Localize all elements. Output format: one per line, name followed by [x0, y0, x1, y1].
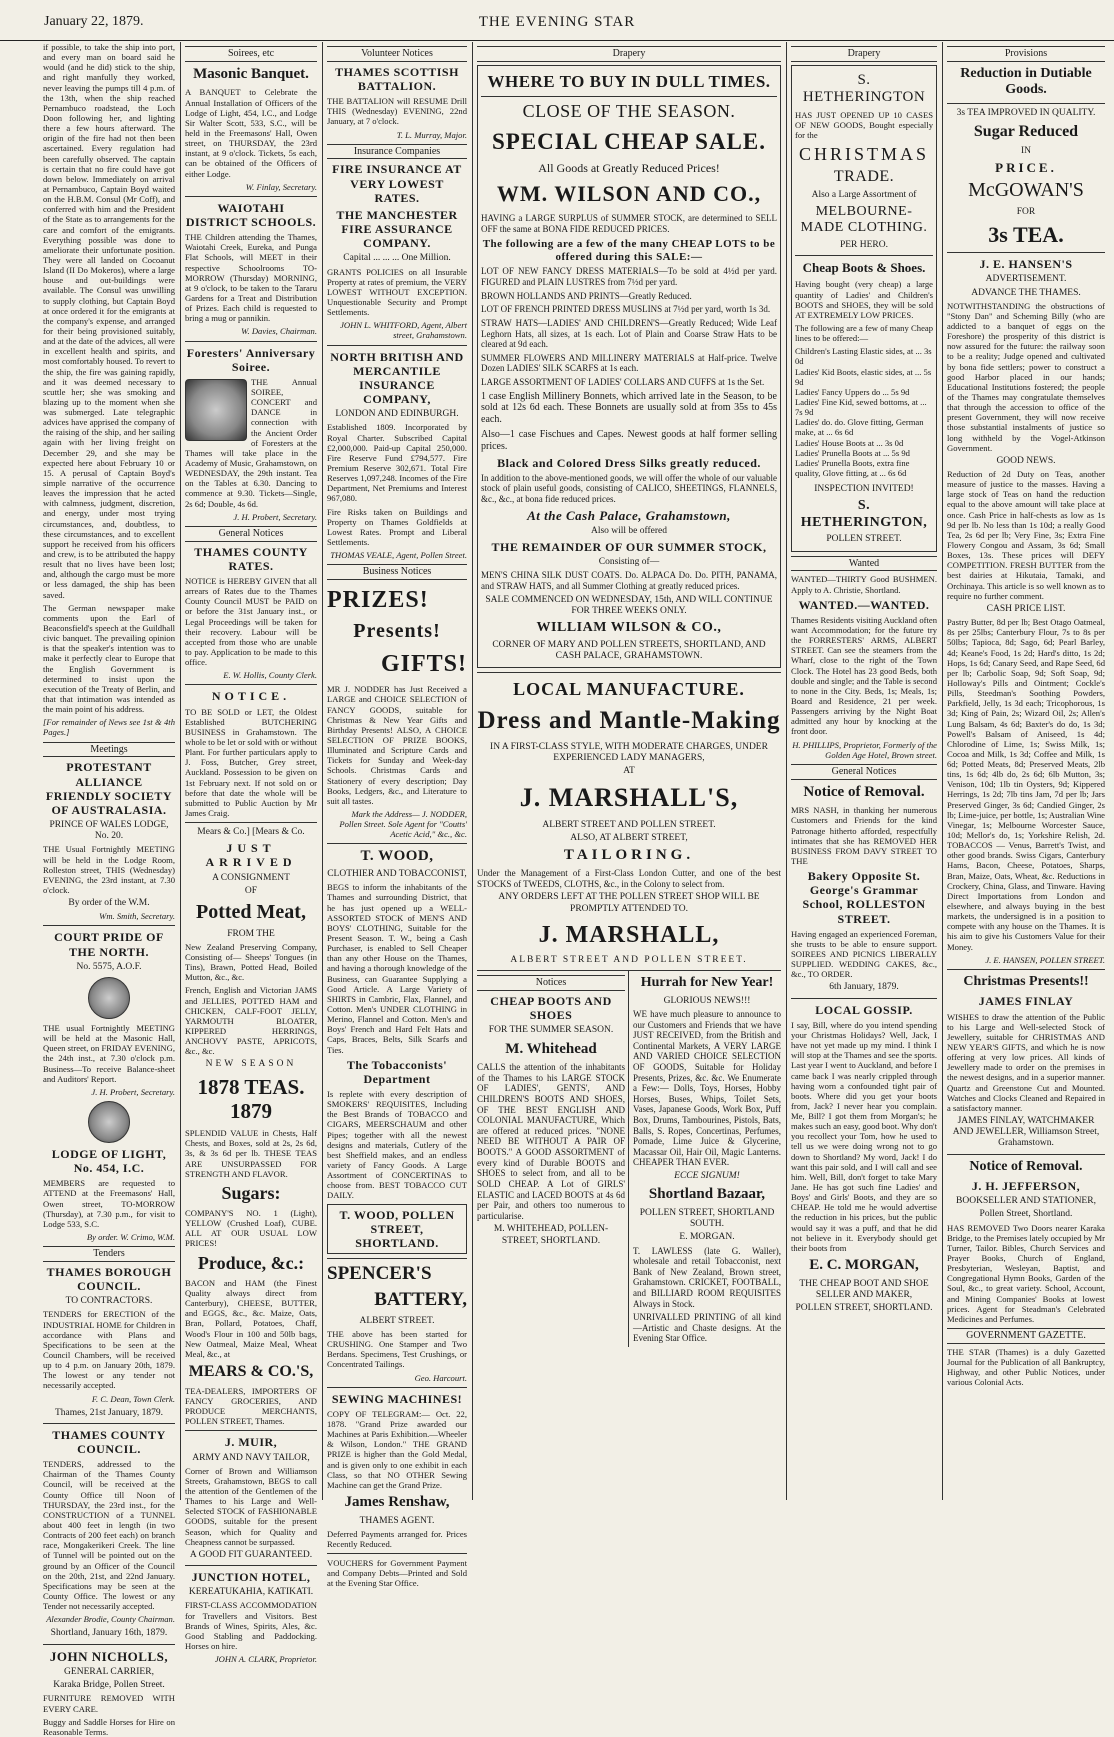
special-title: SPECIAL CHEAP SALE. — [492, 129, 766, 155]
tea3: 3s TEA IMPROVED IN QUALITY. — [956, 107, 1096, 118]
tw-sub: CLOTHIER AND TOBACCONIST, — [327, 869, 467, 880]
jn-addr: Karaka Bridge, Pollen Street. — [53, 1680, 165, 1691]
column-rule — [472, 42, 473, 1500]
w2-body: Thames Residents visiting Auckland often want Accommodation; for the future try the FORRESTERS' ARMS, ALBERT STREET. Can see the steamers from the Wharf, close to the right of the Town Clock. The Hotel has 23 good Beds, both double and single; and the Table is second to none in the City. Beds, 1s; Meals, 1s; Board and Residence, 21 per week. Passengers arriving by the Night Boat admitted any hour by knocking at the front door. — [791, 614, 937, 737]
cb-body: Having bought (very cheap) a large quantity of Ladies' and Children's BOOTS and SHOES, they will be sold AT EXTREMELY LOW PRICES. — [795, 279, 933, 320]
ecce: ECCE SIGNUM! — [674, 1171, 740, 1182]
jj-addr: Pollen Street, Shortland. — [979, 1209, 1073, 1220]
sh-title: S. HETHERINGTON — [802, 71, 926, 106]
lawless: T. LAWLESS (late G. Waller), wholesale and retail Tobacconist, next Bank of New Zealand, Brown street, Grahamstown. CRICKET, FOOTBALL, and BILLIARD ROOM REQUISITES Always in Stock. — [633, 1245, 781, 1309]
list-item: Ladies' House Boots at ... 3s 0d — [795, 437, 904, 448]
divider — [947, 969, 1105, 970]
jh-title: JUNCTION HOTEL, — [191, 1570, 311, 1585]
nr-date: 6th January, 1879. — [829, 982, 899, 993]
xmas: CHRISTMAS — [798, 143, 930, 164]
column-rule — [942, 42, 943, 1500]
jh-sub: KEREATUKAHIA, KATIKATI. — [188, 1587, 314, 1598]
jj-body: HAS REMOVED Two Doors nearer Karaka Bridge, to the Premises lately occupied by Mr Turner, Tailor. Bibles, Church Services and Prayer Books, Church of England, Presbyterian, Wesleyan, Baptist, and Congregational Hymn Books, Garden of the Soul, &c., to great variety. School, Account, and Mining Companies' Books at lowest prices. Agent for Steadman's Celebrated Medicines and Perfumes. — [947, 1222, 1105, 1324]
jj-title: J. H. JEFFERSON, — [971, 1179, 1081, 1194]
good-news: GOOD NEWS. — [996, 455, 1056, 466]
tcr-title: THAMES COUNTY RATES. — [194, 544, 308, 573]
sun-emblem-icon — [88, 1101, 130, 1143]
list-item: Ladies' Fine Kid, sewed bottoms, at ... 7s 9d — [795, 397, 927, 418]
also-albert: ALSO, AT ALBERT STREET, — [570, 833, 688, 844]
sh-body: HAS JUST OPENED UP 10 CASES OF NEW GOODS, Bought especially for the — [795, 110, 933, 141]
mfi-title: THE MANCHESTER FIRE ASSURANCE COMPANY. — [336, 207, 458, 251]
pa-lodge: PRINCE OF WALES LODGE, No. 20. — [49, 819, 169, 842]
mfi-capital: Capital ... ... ... One Million. — [343, 253, 451, 264]
nb-title: NORTH BRITISH AND MERCANTILE INSURANCE COMPANY, — [330, 349, 464, 407]
addition: In addition to the above-mentioned goods, we will offer the whole of our valuable stock of plain useful goods, consisting of CALICO, SHEETINGS, FLANNELS, &c., &c., at bona fide reduced prices. — [481, 472, 777, 504]
ja-sub: A CONSIGNMENT — [212, 872, 290, 883]
column-rule — [322, 42, 323, 1500]
ns-title: NEW SEASON — [205, 1059, 297, 1070]
cpl-body: Pastry Butter, 8d per lb; Best Otago Oatmeal, 8s per 25lbs; Canterbury Flour, 7s to 8s per 50lbs; Tapioca, 8d; Sago, 6d; Pearl Barley, 4d; Keane's Food, 1s 2d; Hard's ditto, 1s 2d; Hops, 1s 6d; Canary Seed, and Rape Seed, 6d per lb; Carbolic Soap, 9d; Soft Soap, 9d; Holloway's Pills and Ointment; Cockle's Pills, Steedman's Soothing Powders, Parkfield, Jelly, 1s 3d each; Tricophorous, 1s 3d; King of Pain, 2s; Wizard Oil, 2s; Allen's Lung Balsam, 4s 6d; Baxter's do do, 1s 3d; Powell's Balsam of Aniseed, 1s 4d; Chlorodine of Lime, 1s; Swiss Milk, 1s; Cocoa and Milk, 1s 3d; Coffee and Milk, 1s 6d; Potted Meats, 8d; Preserved Meats, 2lb tins, 1s 6d; 4lb do, 2s 6d; 6lb Mutton, 3s; Venison, 10d; 1lb tin Oysters, 9d; Kippered Herrings, 1s 2d; 7lb tins Jam, 7d per lb; Jars Preserved Ginger, 3s 6d; Candied Ginger, 2s lb; Lime-juice, per bottle, 1s; Australian Wine Vinegar, 1s; Melbourne Worcester Sauce, 10d; Mellor's do, 1s; Yorkshire Relish, 2d. TOBACCOS — Venus, Barrett's Twist, and other good brands. Swiss Cigars, Canterbury Hams, Bacon, Cheese, Potatoes, Sharps, Bran, Maize, Oats, Wheat, &c. Reductions in Crockery, China, Glass, and Tinware. Having Direct Importations from London and elsewhere, and always buying in the best markets, the undersigned is in a position to compete with any house on the Thames. It is his aim to give his Customers Value for their Money. — [947, 617, 1105, 952]
jr-body: Deferred Payments arranged for. Prices Recently Reduced. — [327, 1528, 467, 1550]
jf-sign: JAMES FINLAY, WATCHMAKER AND JEWELLER, Williamson Street, Grahamstown. — [952, 1115, 1100, 1149]
sbz-sign: E. MORGAN. — [679, 1232, 735, 1243]
tw-foot: T. WOOD, POLLEN STREET, SHORTLAND. — [327, 1204, 467, 1254]
whitehead-advertisement — [477, 971, 629, 1347]
pa-title: PROTESTANT ALLIANCE FRIENDLY SOCIETY OF AUSTRALASIA. — [45, 760, 173, 817]
pa-body: THE Usual Fortnightly MEETING will be held in the Lodge Room, Rolleston street, THIS (Wednesday) EVENING, the 23rd instant, at 7.30 o'clock. — [43, 844, 175, 895]
sb-title: SPENCER'S — [327, 1262, 432, 1284]
foresters-crest-icon — [185, 379, 247, 441]
mears-title: MEARS & CO.'S, — [188, 1362, 314, 1380]
jn-sub: GENERAL CARRIER, — [64, 1666, 154, 1677]
jr-title: James Renshaw, — [344, 1493, 450, 1510]
prod-body: BACON and HAM (the Finest Quality always direct from Canterbury), CHEESE, BUTTER, and EGGS, &c., &c. Maize, Oats, Bran, Pollard, Potatoes, Chaff, Wood's Flour in 100 and 50lb bags, New Oatmeal, Maize Meal, Wheat Meal, &c., at — [185, 1277, 317, 1359]
inspect: INSPECTION INVITED! — [814, 484, 914, 495]
nb-body: Established 1809. Incorporated by Royal Charter. Subscribed Capital £2,000,000. Paid-up Capital 250,000. Fire Reserve Fund £794,577. Fire Premium Reserve 302,671. Total Fire Reserves 1,097,248. Incomes of the Fire Department, Net Premiums and Interest 967,080. — [327, 422, 467, 504]
mb-sign: W. Finlay, Secretary. — [245, 181, 317, 192]
printing: UNRIVALLED PRINTING of all kind —Artistic and Chaste designs. At the Evening Star Office. — [633, 1312, 781, 1344]
mfi-body: GRANTS POLICIES on all Insurable Property at rates of premium, the VERY LOWEST WITHOUT EXCEPTION. Unquestionable Security and Prompt Settlements. — [327, 266, 467, 318]
nb-body-2: Fire Risks taken on Buildings and Property on Thames Goldfields at Lowest Rates. Prompt and Liberal Settlements. — [327, 506, 467, 547]
divider — [43, 1644, 175, 1645]
sug-body: COMPANY'S NO. 1 (Light), YELLOW (Crushed Loaf), CUBE. ALL AT OUR USUAL LOW PRICES! — [185, 1208, 317, 1249]
court-sign: J. H. Probert, Secretary. — [91, 1086, 175, 1097]
mm-title: MELBOURNE-MADE CLOTHING. — [800, 203, 928, 236]
divider — [185, 196, 317, 197]
fa-title: Foresters' Anniversary Soiree. — [186, 345, 316, 374]
divider — [327, 843, 467, 844]
tbc-body: TENDERS for ERECTION of the INDUSTRIAL HOME for Children in accordance with Plans and Specifications to be seen at the Council Chambers, will be received up to 4 p.m. on January 20th, 1879. The lowest or any tender not necessarily accepted. — [43, 1309, 175, 1391]
mw-title: M. Whitehead — [505, 1040, 597, 1057]
nr-title: Notice of Removal. — [803, 783, 925, 800]
price: PRICE. — [995, 160, 1057, 176]
pr-sub: Presents! — [353, 620, 441, 643]
dm-body: IN A FIRST-CLASS STYLE, WITH MODERATE CHARGES, UNDER EXPERIENCED LADY MANAGERS, — [490, 741, 768, 763]
jf-body: WISHES to draw the attention of the Public to his Large and Well-selected Stock of Jewellery, suitable for CHRISTMAS AND NEW YEAR'S GIFTS, and which he is now offering at very low prices. All kinds of Jewellery made to order on the premises in the newest designs, and in a superior manner. Quartz and Greenstone Cut and Mounted. Watches and Clocks Cleaned and Repaired in a satisfactory manner. — [947, 1011, 1105, 1113]
news-story-2: The German newspaper make comments upon the Earl of Beaconsfield's speech at the Guildhall civic banquet. The prevailing opinion is that the speaker's intention was to make it perfectly clear to Europe that the English Government is determined to insist upon the execution of the Treaty of Berlin, and that that intimation was intended as the main point of his address. — [43, 602, 175, 715]
mw-sign: M. WHITEHEAD, POLLEN-STREET, SHORTLAND. — [493, 1224, 609, 1246]
notice-title: NOTICE. — [211, 689, 291, 704]
jeh-title: J. E. HANSEN'S — [979, 257, 1073, 272]
pa-order: By order of the W.M. — [68, 898, 150, 909]
mcg-title: McGOWAN'S — [968, 179, 1084, 202]
ww-title: WM. WILSON AND CO., — [496, 181, 762, 207]
tbc-sign: F. C. Dean, Town Clerk. — [91, 1393, 175, 1404]
teas-body: SPLENDID VALUE in Chests, Half Chests, and Boxes, sold at 2s, 2s 6d, 3s, & 3s 6d per lb. THESE TEAS ARE UNSURPASSED FOR STRENGTH AND FLAVOR. — [185, 1128, 317, 1179]
tsb-title: THAMES SCOTTISH BATTALION. — [335, 64, 459, 93]
jeh-sign: J. E. HANSEN, POLLEN STREET. — [985, 954, 1105, 965]
column-3 — [324, 42, 470, 1589]
column-2 — [182, 42, 320, 1665]
sb-sub: BATTERY, — [374, 1289, 467, 1311]
lot-0: LOT OF NEW FANCY DRESS MATERIALS—To be sold at 4½d per yard. FIGURED and PLAIN LUSTRES from 7½d per yard. — [481, 266, 777, 288]
nr-body: MRS NASH, in thanking her numerous Customers and Friends for the kind Patronage hitherto afforded, respectfully intimates that she has REMOVED HER BUSINESS FROM DAVY STREET TO THE — [791, 805, 937, 866]
tsb-body: THE BATTALION will RESUME Drill THIS (Wednesday) EVENING, 22nd January, at 7 o'clock. — [327, 96, 467, 127]
pr-sub-2: GIFTS! — [380, 650, 467, 677]
jf-title: JAMES FINLAY — [978, 994, 1074, 1009]
orders: ANY ORDERS LEFT AT THE POLLEN STREET SHOP WILL BE PROMPTLY ATTENDED TO. — [498, 892, 760, 914]
tcc-title: THAMES COUNTY COUNCIL. — [52, 1427, 166, 1457]
tail-body: Under the Management of a First-Class London Cutter, and one of the best STOCKS of TWEEDS, CLOTHS, &c., in the Colony to select from. — [477, 868, 781, 889]
also: Also a Large Assortment of — [811, 189, 917, 200]
sbz-addr: POLLEN STREET, SHORTLAND SOUTH. — [639, 1207, 775, 1230]
hny-body: WE have much pleasure to announce to our Customers and Friends that we have JUST RECEIVED, from the British and Continental Markets, A VERY LARGE AND VARIED CHOICE SELECTION OF GOODS, Suitable for Holiday Presents, Prizes, &c. &c. We Enumerate a Few:— Dolls, Toys, Horses, Hobby Horses, Buses, Whips, Toilet Sets, Vases, Japanese Goods, Work Box, Puff Box, Drums, Tambourines, Pistols, Bats, Balls, S. Ropes, Concertinas, Perfumes, Pomade, Lime Juice & Glycerine, Macassar Oil, Hair Oil, Magic Lanterns. CHEAPER THAN EVER. — [633, 1008, 781, 1168]
tw-title: T. WOOD, — [360, 848, 434, 865]
remainder-note: [For remainder of News see 1st & 4th Pages.] — [43, 717, 175, 738]
list-item: Children's Lasting Elastic sides, at ... 3s 0d — [795, 346, 932, 367]
section-heading-insurance: Insurance Companies — [327, 144, 467, 160]
mb-body: A BANQUET to Celebrate the Annual Installation of Officers of the Lodge of Light, 454, I.C., and Lodge Sir Walter Scott, 533, S.C., will be held in the Freemasons' Hall, Owen street, on THURSDAY, the 23rd instant, at 9 o'clock. Tickets, 5s each, can be obtained of the Officers of either Lodge. — [185, 87, 317, 179]
divider — [947, 1154, 1105, 1155]
page-header — [0, 0, 1114, 41]
wwc-title: WILLIAM WILSON & CO., — [536, 620, 722, 636]
cpl-title: CASH PRICE LIST. — [986, 603, 1066, 614]
divider — [327, 1387, 467, 1388]
ds-sign: W. Davies, Chairman. — [241, 326, 317, 337]
close-title: CLOSE OF THE SEASON. — [522, 100, 736, 121]
divider — [327, 1553, 467, 1554]
sbz-title: Shortland Bazaar, — [648, 1186, 766, 1203]
per: PER HERO. — [839, 239, 889, 250]
wb-title: WHERE TO BUY IN DULL TIMES. — [487, 71, 771, 91]
section-heading-volunteer: Volunteer Notices — [327, 46, 467, 62]
lots-title: The following are a few of the many CHEAP LOTS to be offered during this SALE:— — [482, 237, 776, 263]
section-heading-general-notices: General Notices — [185, 526, 317, 542]
sale-title: SALE COMMENCED ON WEDNESDAY, 15th, AND WILL CONTINUE FOR THREE WEEKS ONLY. — [485, 594, 773, 616]
notice-body: TO BE SOLD or LET, the Oldest Established BUTCHERING BUSINESS in Grahamstown. The whole to be let or sold with or without Plant. For further particulars apply to J. Foss, Butcher, Grey street, Auckland. Possession to be given on 1st February next. If not sold on or before that date the whole will be submitted to Public Auction by Mr James Craig. — [185, 706, 317, 818]
silks-title: Black and Colored Dress Silks greatly reduced. — [497, 455, 761, 470]
cp-title: At the Cash Palace, Grahamstown, — [527, 507, 731, 523]
pr-title: PRIZES! — [327, 587, 429, 614]
pr-sign: Mark the Address— J. NODDER, Pollen Street. Sole Agent for "Coutts' Acetic Acid," &c., &c. — [339, 808, 467, 840]
jn-body: FURNITURE REMOVED WITH EVERY CARE. — [43, 1693, 175, 1714]
tsb-sign: T. L. Murray, Major. — [396, 129, 467, 140]
in: IN — [1020, 145, 1032, 156]
fa-body: THE Annual SOIREE, CONCERT and DANCE in connection with the Ancient Order of Foresters at the Thames will take place in the Academy of Music, Grahamstown, on WEDNESDAY, the 29th instant. Tea on the Tables at 6.30. Dancing to commence at 9.30. Tickets—Single, 2s 6d; Double, 4s 6d. — [185, 376, 317, 509]
column-6 — [944, 42, 1108, 1500]
column-1 — [40, 42, 178, 1737]
lodge-title: LODGE OF LIGHT, No. 454, I.C. — [51, 1146, 167, 1176]
lot-2: LOT OF FRENCH PRINTED DRESS MUSLINS at 7½d per yard, worth 1s 3d. — [481, 304, 771, 315]
news-story: if possible, to take the ship into port, and every man on board said he would (and he did) stick to the ship, and right manfully they worked, never leaving the pumps till 4 p.m. of the 13th, when the ship reached Pernambuco roadstead, the Loch Doon following her, and lighting there a few hours afterward. The origin of the fire had not then been ascertained. Every regulation had been carefully observed. The captain is certain that no fire could have got down below. Immediately on arrival at Pernambuco, Captain Boyd waited on the H.B.M. Consul (Mr Coff), and conferred with him and the President of the State as to arrangements for the care and comfort of the emigrants. Everything possible was done to ameliorate their unfortunate position. They were all landed on Cocoanut Island (II Do Mokeros), where a large house and out-buildings were available. The Consul was unwilling to supply clothing, but Captain Boyd at once ordered it for the emigrants at the company's expense, and arranged for their being provisioned suitably, and at the date of the advices, all were in excellent health and spirits, and most comfortably housed. To revert to the ship, the fire was gaining rapidly, and it was deemed necessary to scuttle her; she was smoking and blazing up to the moment when she was submerged. Late telegraphic advices have apprised the company of the raising of the ship, and her sailing again with her living freight on December 29, and she may be expected here about February 10 or 15. A perusal of Captain Boyd's simple narrative of the occurrence leaves the impression that he acted with calmness, judgment, discretion, and energy, under most trying circumstances, and, doubtless, to these circumstances, and to excellent support he received from his officers and crew, is to be attributed the happy result that no lives have been lost; and, although the cargo must be more or less damaged, the ship has been saved. — [43, 42, 175, 600]
tailoring: TAILORING. — [563, 847, 695, 864]
newspaper-title: THE EVENING STAR — [478, 14, 636, 30]
fa-sign: J. H. Probert, Secretary. — [233, 511, 317, 522]
nb-sign: THOMAS VEALE, Agent, Pollen Street. — [330, 550, 467, 561]
jeh-sub: ADVERTISEMENT. — [985, 274, 1067, 285]
lot-5: LARGE ASSORTMENT OF LADIES' COLLARS AND CUFFS at 1s the Set. — [481, 376, 765, 387]
bonnets: 1 case English Millinery Bonnets, which arrived late in the Season, to be sold at 12s 6d each. These Bonnets are usually sold at from 35s to 45s each. — [481, 390, 777, 426]
divider — [327, 345, 467, 346]
jn-foot: Buggy and Saddle Horses for Hire on Reasonable Terms. — [43, 1716, 175, 1737]
tbc-sub: TO CONTRACTORS. — [65, 1296, 153, 1307]
section-heading-business: Business Notices — [327, 564, 467, 580]
cp-title: Christmas Presents!! — [963, 973, 1089, 989]
jm2-addr: ALBERT STREET AND POLLEN STREET. — [510, 955, 748, 966]
wilson-advertisement — [477, 65, 781, 668]
cp-title-2: THE REMAINDER OF OUR SUMMER STOCK, — [491, 540, 767, 555]
lm-title: LOCAL MANUFACTURE. — [513, 678, 745, 699]
mb-title: Masonic Banquet. — [193, 65, 309, 82]
ecm-title: E. C. MORGAN, — [809, 1257, 919, 1274]
cp-items: MEN'S CHINA SILK DUST COATS. Do. ALPACA Do. Do. PITH, PANAMA, and STRAW HATS, and all Summer Clothing at greatly reduced prices. — [481, 570, 777, 592]
wwc-addr: CORNER OF MARY AND POLLEN STREETS, SHORTLAND, AND CASH PALACE, GRAHAMSTOWN. — [492, 639, 766, 661]
cbs-title: CHEAP BOOTS AND SHOES — [490, 994, 612, 1023]
section-heading-drapery-2: Drapery — [791, 46, 937, 62]
jh-sign: JOHN A. CLARK, Proprietor. — [214, 1654, 317, 1665]
list-intro: The following are a few of many Cheap lines to be offered:— — [795, 323, 933, 344]
divider — [947, 252, 1105, 253]
rd-title: Reduction in Dutiable Goods. — [960, 65, 1092, 98]
divider — [185, 822, 317, 823]
jm-addr: ALBERT STREET AND POLLEN STREET. — [542, 819, 716, 830]
mears-body: TEA-DEALERS, IMPORTERS OF FANCY GROCERIES, AND PRODUCE MERCHANTS, POLLEN STREET, Thames. — [185, 1385, 317, 1427]
sh2-addr: POLLEN STREET. — [826, 534, 902, 545]
ds-body: THE Children attending the Thames, Waiotahi Creek, Eureka, and Punga Flat Schools, will MEET in their respective Schoolrooms TO-MORROW (Thursday) MORNING, at 9 o'clock, to be taken to the Tararu Gardens for a Treat and Distribution of Prizes. Each child is requested to bring a mug or pannikin. — [185, 232, 317, 324]
reduced: All Goods at Greatly Reduced Prices! — [538, 161, 720, 176]
jeh-adv: ADVANCE THE THAMES. — [971, 287, 1081, 298]
nr-body-2: Having engaged an experienced Foreman, she trusts to be able to ensure support. SOIREES AND PICNICS LIBERALLY SUPPLIED. WEDDING CAKES, &c., &c., TO ORDER. — [791, 928, 937, 980]
column-rule — [180, 42, 181, 1500]
divider — [43, 925, 175, 926]
dm-title: Dress and Mantle-Making — [477, 707, 781, 735]
jeh-body-2: Reduction of 2d Duty on Teas, another measure of justice to the masses. Having a large stock of Teas on hand the reduction equal to the above amount will take place at once. Cash Price in half-chests as low as 1s 9d per lb. No less than 1s 10d; a really Good Tea, 2s 6d per lb; Very Fine, 3s; Extra Fine Flowery Congou and Assam, 3s 6d; Small Boxes, 13s. These prices will DEFY COMPETITION. FRESH BUTTER from the best dairies at Hikutaia, Tamaki, and Orchinaya. This article is so well known as to require no further comment. — [947, 469, 1105, 601]
pm-also: French, English and Victorian JAMS and JELLIES, POTTED HAM and CHICKEN, CALF-FOOT JELLY, YARMOUTH BLOATER, KIPPERED HERRINGS, ANCHOVY PASTE, APRICOTS, &c., &c. — [185, 985, 317, 1057]
bakery: Bakery Opposite St. George's Grammar School, ROLLESTON STREET. — [802, 869, 926, 926]
sm-body: COPY OF TELEGRAM:— Oct. 22, 1878. "Grand Prize awarded our Machines at Paris Exhibition.—Wheeler & Wilson, London." THE GRAND PRIZE is higher than the Gold Medal, and is given only to one exhibit in each Class, so that NO OTHER Sewing Machine can get the Grand Prize. — [327, 1408, 467, 1490]
list-item: Ladies' do. do. Glove fitting, German make, at ... 6s 6d — [795, 417, 924, 438]
fi-title: FIRE INSURANCE AT VERY LOWEST RATES. — [332, 162, 462, 205]
for: FOR — [1016, 207, 1036, 218]
mears-top: Mears & Co.] [Mears & Co. — [197, 827, 305, 838]
hny-title: Hurrah for New Year! — [640, 975, 774, 991]
hny-news: GLORIOUS NEWS!!! — [663, 995, 751, 1006]
sb-addr: ALBERT STREET. — [359, 1315, 435, 1326]
ds-title: WAIOTAHI DISTRICT SCHOOLS. — [185, 200, 317, 230]
section-heading-soirees: Soirees, etc — [185, 46, 317, 62]
jh-body: FIRST-CLASS ACCOMMODATION for Travellers and Visitors. Best Brands of Wines, Spirits, Ales, &c. Good Stabling and Paddocking. Horses on hire. — [185, 1600, 317, 1652]
cp-cons: Consisting of— — [598, 557, 660, 568]
tbc-title: THAMES BOROUGH COUNCIL. — [46, 1264, 172, 1294]
section-heading-provisions: Provisions — [947, 46, 1105, 62]
jm-sub: ARMY AND NAVY TAILOR, — [192, 1452, 310, 1463]
gg-body: THE STAR (Thames) is a duly Gazetted Journal for the Publication of all Bankruptcy, Highway, and other Public Notices, under various Colonial Acts. — [947, 1346, 1105, 1388]
tob-body: Is replete with every description of SMOKERS' REQUISITES, Including the Best Brands of TOBACCO and CIGARS, MEERSCHAUM and other Pipes; together with all the newest designs and materials, Cutlery of the best Sheffield makes, and an endless variety of Fancy Goods. A Large Assortment of CONCERTINAS to choose from. BEST TOBACCO CUT DAILY. — [327, 1088, 467, 1201]
lg-title: LOCAL GOSSIP. — [815, 1002, 913, 1017]
lodge-body: MEMBERS are requested to ATTEND at the Freemasons' Hall, Owen street, TO-MORROW (Thursday), at 7.30 p.m., for visit to Lodge 533, S.C. — [43, 1178, 175, 1229]
list-item: Ladies' Fancy Uppers do ... 5s 9d — [795, 386, 910, 397]
wanted-1: WANTED—THIRTY Good BUSHMEN. Apply to A. Christie, Shortland. — [791, 574, 937, 595]
ecm-addr: POLLEN STREET, SHORTLAND. — [795, 1303, 933, 1314]
sh2-title: S. HETHERINGTON, — [800, 498, 928, 530]
foresters-emblem-icon — [88, 977, 130, 1019]
list-item: Ladies' Prunella Boots, extra fine quality, Glove fitting, at ... 6s 6d — [795, 457, 910, 478]
pm-from: FROM THE — [227, 928, 275, 939]
court-number: No. 5575, A.O.F. — [76, 961, 142, 972]
jm-foot: A GOOD FIT GUARANTEED. — [189, 1549, 313, 1560]
lot-3: STRAW HATS—LADIES' AND CHILDREN'S—Greatly Reduced; Wide Leaf Leghorn Hats, all sizes, at 1s each. Lot of Plain and Coarse Straw Hats to be cleared at 9d each. — [481, 317, 777, 350]
lot-4: SUMMER FLOWERS AND MILLINERY MATERIALS at Half-price. Twelve Dozen LADIES' SILK SCARFS at 1s each. — [481, 352, 777, 374]
sug-title: Sugars: — [221, 1182, 281, 1203]
court-body: THE usual Fortnightly MEETING will be held at the Masonic Hall, Queen street, on FRIDAY EVENING, the 24th inst., at 7.30 o'clock p.m. Business—To receive Balance-sheet and Auditors' Report. — [43, 1022, 175, 1084]
divider — [185, 684, 317, 685]
divider — [795, 255, 933, 256]
teas-title: 1878 TEAS. 1879 — [197, 1074, 305, 1124]
section-heading-notices: Notices — [477, 975, 625, 991]
divider — [477, 672, 781, 673]
hetherington-advertisement — [791, 65, 937, 552]
tea-title: 3s TEA. — [988, 222, 1064, 248]
mfi-sign: JOHN L. WHITFORD, Agent, Albert street, Grahamstown. — [340, 320, 467, 341]
pm-title: Potted Meat, — [196, 901, 306, 924]
jm-body: Corner of Brown and Williamson Streets, Grahamstown, BEGS to call the attention of the Gentlemen of the Thames to his Large and Well-Selected STOCK of FASHIONABLE GOODS, suitable for the present Season, which for Quality and Cheapness cannot be surpassed. — [185, 1465, 317, 1547]
w2-sign: H. PHILLIPS, Proprietor, Formerly of the Golden Age Hotel, Brown street. — [792, 739, 937, 760]
list-item: Ladies' Kid Boots, elastic sides, at ... 5s 9d — [795, 366, 932, 387]
tw-body: BEGS to inform the inhabitants of the Thames and surrounding District, that he has just opened up a WELL-ASSORTED STOCK of MEN'S AND BOYS' CLOTHING, Suitable for the Present Season. T. W., being a Cash Purchaser, is enabled to Sell Cheaper than any other House on the Thames, and having a thorough knowledge of the Business, can Guarantee Supplying a Good Article. A Large Variety of SHIRTS in Cambric, Flax, Flannel, and Cotton. Men's UNDER CLOTHING in Merino, Flannel and Cotton. Men's and Boys' French and Hard Felt Hats and Caps, Braces, Belts, Silk Scarfs and Ties. — [327, 882, 467, 1055]
sr-title: Sugar Reduced — [973, 123, 1079, 141]
lodge-sign: By order. W. Crimo, W.M. — [86, 1231, 175, 1242]
w2-title: WANTED.—WANTED. — [798, 597, 930, 612]
jeh-body: NOTWITHSTANDING the obstructions of "Stony Dan" and Scheming Billy (who are addicted to a banquet of eggs on the Foreshore) the prosperity of this district is now assured for the future: the railway soon to be a reality; Judge opened and cultivated by bona fide settlers; power to construct a good Harbor placed in our hands; Educational Institutions fostered; the people of the Thames may congratulate themselves that through the accession to office of the present Government, they will now receive those substantial instalments of justice so long withheld by the Vogel-Atkinson Government. — [947, 300, 1105, 453]
sm-title: SEWING MACHINES! — [331, 1391, 463, 1406]
divider — [481, 96, 777, 97]
divider — [791, 998, 937, 999]
lot-1: BROWN HOLLANDS AND PRINTS—Greatly Reduced. — [481, 290, 692, 301]
tcc-date: Shortland, January 16th, 1879. — [50, 1628, 168, 1639]
divider — [327, 1258, 467, 1259]
jj-sub: BOOKSELLER AND STATIONER, — [956, 1196, 1096, 1207]
pm-body: New Zealand Preserving Company, Consisting of— Sheeps' Tongues (in Tins), Brawn, Potted Head, Boiled Mutton, &c., &c. — [185, 941, 317, 983]
dm-at: AT — [623, 766, 635, 777]
jr-sub: THAMES AGENT. — [359, 1515, 435, 1526]
mw-body: CALLS the attention of the inhabitants of the Thames to his LARGE STOCK OF LADIES', GENTS', AND CHILDREN'S BOOTS AND SHOES, OF THE BEST ENGLISH AND COLONIAL MANUFACTURE, Which are offered at reduced prices. "NONE NEED BE WITHOUT A PAIR OF BOOTS." A GOOD ASSORTMENT of every kind of Durable BOOTS and SHOES to select from, and all to be SOLD CHEAP. A Lot of GIRLS' ELASTIC and LACED BOOTS at 4s 6d per Pair, and others too numerous to particularise. — [477, 1062, 625, 1221]
section-heading-wanted: Wanted — [791, 556, 937, 572]
column-rule — [786, 42, 787, 1500]
cbs-sub: FOR THE SUMMER SEASON. — [488, 1025, 614, 1036]
tob-title: The Tobacconists' Department — [346, 1057, 448, 1086]
jn-title: JOHN NICHOLLS, — [49, 1648, 169, 1664]
jm2-title: J. MARSHALL, — [538, 921, 720, 948]
jm-title: J. MUIR, — [224, 1435, 278, 1450]
tcr-sign: E. W. Hollis, County Clerk. — [223, 670, 317, 681]
divider — [185, 1565, 317, 1566]
ja-of: OF — [244, 885, 258, 896]
cb-title: Cheap Boots & Shoes. — [802, 260, 926, 276]
nb-sub: LONDON AND EDINBURGH. — [335, 409, 459, 420]
section-heading-drapery: Drapery — [477, 46, 781, 62]
bottom-notices — [477, 970, 781, 1347]
section-heading-tenders: Tenders — [43, 1246, 175, 1262]
trade: TRADE. — [833, 167, 895, 185]
ja-title: JUST ARRIVED — [205, 841, 297, 870]
tbc-date: Thames, 21st January, 1879. — [54, 1407, 164, 1418]
fischues: Also—1 case Fischues and Capes. Newest goods at half former selling prices. — [481, 428, 777, 452]
section-heading-general-notices-2: General Notices — [791, 764, 937, 780]
morgan-advertisement — [633, 971, 781, 1347]
jm-title: J. MARSHALL'S, — [519, 783, 739, 813]
vouchers: VOUCHERS for Government Payment and Company Debts—Printed and Sold at the Evening Star Office. — [327, 1558, 467, 1589]
ecm-sub: THE CHEAP BOOT AND SHOE SELLER AND MAKER, — [799, 1278, 929, 1300]
court-title: COURT PRIDE OF THE NORTH. — [54, 930, 164, 959]
column-5 — [788, 42, 940, 1500]
tcr-body: NOTICE is HEREBY GIVEN that all arrears of Rates due to the Thames County Council MUST be PAID on or before the 31st January inst., or Legal Proceedings will be taken for their recovery. Labour will be accepted from those who are unable to pay. Application to be made to this office. — [185, 576, 317, 668]
pr-body: MR J. NODDER has Just Received a LARGE and CHOICE SELECTION of FANCY GOODS, suitable for Christmas & New Year Gifts and Birthday Presents! ALSO, A CHOICE SELECTION OF PRIZE BOOKS, Illuminated and Scripture Cards and Tickets for Sunday and Week-day Schools. Christmas Cards and Stationery of every description; Day Books, Ledgers, &c., and Literature to suit all tastes. — [327, 684, 467, 806]
tcc-body: TENDERS, addressed to the Chairman of the Thames County Council, will be received at the County Office till Noon of THURSDAY, the 23rd inst., for the CONSTRUCTION of a TUNNEL about 400 feet in length (in two Contracts of 200 feet each) on branch race, Mongakerikeri Creek. The line of Tunnel will be pointed out on the ground by an Officer of the Council on the 20th, 21st, and 22nd January. Specifications may be seen at the County Office. The lowest or any Tender not necessarily accepted. — [43, 1459, 175, 1612]
pa-sign: Wm. Smith, Secretary. — [99, 911, 175, 922]
column-4 — [474, 42, 784, 1500]
divider — [185, 1430, 317, 1431]
section-heading-gazette: GOVERNMENT GAZETTE. — [947, 1328, 1105, 1344]
list-item: Ladies' Prunella Boots at ... 5s 9d — [795, 447, 910, 458]
ww-body: HAVING a LARGE SURPLUS of SUMMER STOCK, are determined to SELL OFF the same at BONA FIDE REDUCED PRICES. — [481, 213, 777, 234]
header-date: January 22, 1879. — [44, 14, 144, 29]
nr6-title: Notice of Removal. — [969, 1158, 1083, 1174]
lg-body: I say, Bill, where do you intend spending your Christmas Holidays? Well, Jack, I have not yet made up my mind. I think I will stop at the Thames and see the sports. Last year I went to Auckland, and before I came back I was nearly crippled through having worn a confounded tight pair of boots. Where did you get your boots from, Jack? I never hear you complain. Me, Bill? I got them from Morgan's; he makes such an easy, good boot. Why don't you recollect your Tom, how he used to tell us we were doing wrong not to go down to Shortland? My word, Jack! I do want this pair sold, and I will call and see him. Well, Bill, don't forget to take Mary Jane. He has got such fine Ladies' and Boys' and Girls' Boots, and they are so CHEAP. He told me he would advertise the reduction in his prices, but the public would say it was a puff, and that he did not believe in it. Everybody should get their boots from — [791, 1019, 937, 1253]
divider — [947, 103, 1105, 104]
sb-sign: Geo. Harcourt. — [414, 1372, 467, 1383]
prod-title: Produce, &c.: — [197, 1252, 305, 1273]
section-heading-meetings: Meetings — [43, 742, 175, 758]
divider — [43, 1423, 175, 1424]
tcc-sign: Alexander Brodie, County Chairman. — [46, 1614, 175, 1625]
cp-sub: Also will be offered — [590, 525, 668, 536]
sb-body: THE above has been started for CRUSHING. One Stamper and Two Berdans. Specimens, Test Crushings, or Concentrated Tailings. — [327, 1329, 467, 1370]
divider — [185, 341, 317, 342]
